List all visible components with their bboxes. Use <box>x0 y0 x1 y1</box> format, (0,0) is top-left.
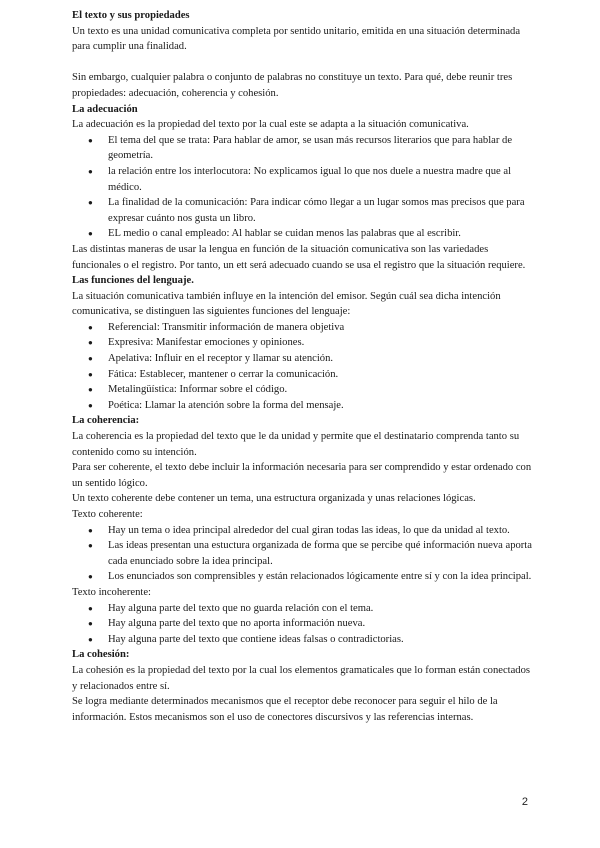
coherent-list <box>72 523 532 585</box>
section-heading-cohesion: La cohesión: <box>72 649 130 661</box>
section-heading-funciones: Las funciones del lenguaje. <box>72 275 194 287</box>
adecuacion-list <box>72 133 532 242</box>
adecuacion-closing: Las distintas maneras de usar la lengua en función de la situación comunicativa son las variedades funcionales o el registro. Por tanto, un ett será adecuado cuando se usa el registro que la situación requiere. <box>72 243 526 271</box>
intro-paragraph: Sin embargo, cualquier palabra o conjunto de palabras no constituye un texto. Para qué, debe reunir tres propiedades: adecuación, coherencia y cohesión. <box>72 72 513 99</box>
page-number: 2 <box>521 796 528 808</box>
coherencia-paragraph: Para ser coherente, el texto debe incluir la información necesaria para ser comprendido y estar ordenado con un sentido lógico. <box>72 462 532 489</box>
list-item: ● Hay un tema o idea principal alrededor del cual giran todas las ideas, lo que da unidad al texto. <box>72 523 532 539</box>
coherent-label: Texto coherente: <box>72 509 143 520</box>
list-item: ● Referencial: Transmitir información de manera objetiva <box>72 320 532 336</box>
cohesion-paragraph: La cohesión es la propiedad del texto por la cual los elementos gramaticales que lo forman están conectados y relacionados entre sí. <box>72 664 531 692</box>
paragraph-gap <box>72 55 532 71</box>
document-title: El texto y sus propiedades <box>72 10 190 21</box>
list-item: ● Las ideas presentan una estuctura organizada de forma que se percibe qué información nueva aporta cada enunciado sobre la idea principal. <box>72 538 532 569</box>
list-item: ● Metalingüística: Informar sobre el código. <box>72 382 532 398</box>
section-heading-coherencia: La coherencia: <box>72 415 140 427</box>
incoherent-label: Texto incoherente: <box>72 586 151 598</box>
funciones-intro: La situación comunicativa también influye en la intención del emisor. Según cuál sea dicha intención comunicativa, se distinguen las siguientes funciones del lenguaje: <box>72 290 501 318</box>
list-item: ● Apelativa: Influir en el receptor y llamar su atención. <box>72 351 532 367</box>
funciones-list <box>72 320 532 414</box>
section-heading-adecuacion: La adecuación <box>72 103 138 115</box>
list-item: ● El tema del que se trata: Para hablar de amor, se usan más recursos literarios que para hablar de geometría. <box>72 133 532 164</box>
list-item: ● Hay alguna parte del texto que contiene ideas falsas o contradictorias. <box>72 632 532 648</box>
list-item: ● Hay alguna parte del texto que no guarda relación con el tema. <box>72 601 532 617</box>
list-item: ● La finalidad de la comunicación: Para indicar cómo llegar a un lugar somos mas precisos que para expresar cuánto nos gusta un libro. <box>72 195 532 226</box>
cohesion-paragraph: Se logra mediante determinados mecanismos que el receptor debe reconocer para seguir el hilo de la información. Estos mecanismos son el uso de conectores discursivos y las referencias internas. <box>72 696 498 723</box>
list-item: ● Expresiva: Manifestar emociones y opiniones. <box>72 335 532 351</box>
list-item: ● Hay alguna parte del texto que no aporta información nueva. <box>72 616 532 632</box>
list-item: ● la relación entre los interlocutora: No explicamos igual lo que nos duele a nuestra madre que al médico. <box>72 164 532 195</box>
coherencia-paragraph: La coherencia es la propiedad del texto que le da unidad y permite que el destinatario comprenda tanto su contenido como su intención. <box>72 431 520 458</box>
list-item: ● Los enunciados son comprensibles y están relacionados lógicamente entre sí y con la idea principal. <box>72 569 532 585</box>
list-item: ● EL medio o canal empleado: Al hablar se cuidan menos las palabras que al escribir. <box>72 226 532 242</box>
adecuacion-definition: La adecuación es la propiedad del texto por la cual este se adapta a la situación comunicativa. <box>72 119 469 131</box>
list-item: ● Poética: Llamar la atención sobre la forma del mensaje. <box>72 398 532 414</box>
coherencia-paragraph: Un texto coherente debe contener un tema, una estructura organizada y unas relaciones lógicas. <box>72 493 476 505</box>
list-item: ● Fática: Establecer, mantener o cerrar la comunicación. <box>72 367 532 383</box>
incoherent-list <box>72 601 532 648</box>
document-page <box>72 8 532 725</box>
intro-paragraph: Un texto es una unidad comunicativa completa por sentido unitario, emitida en una situación determinada para cumplir una finalidad. <box>72 25 521 53</box>
